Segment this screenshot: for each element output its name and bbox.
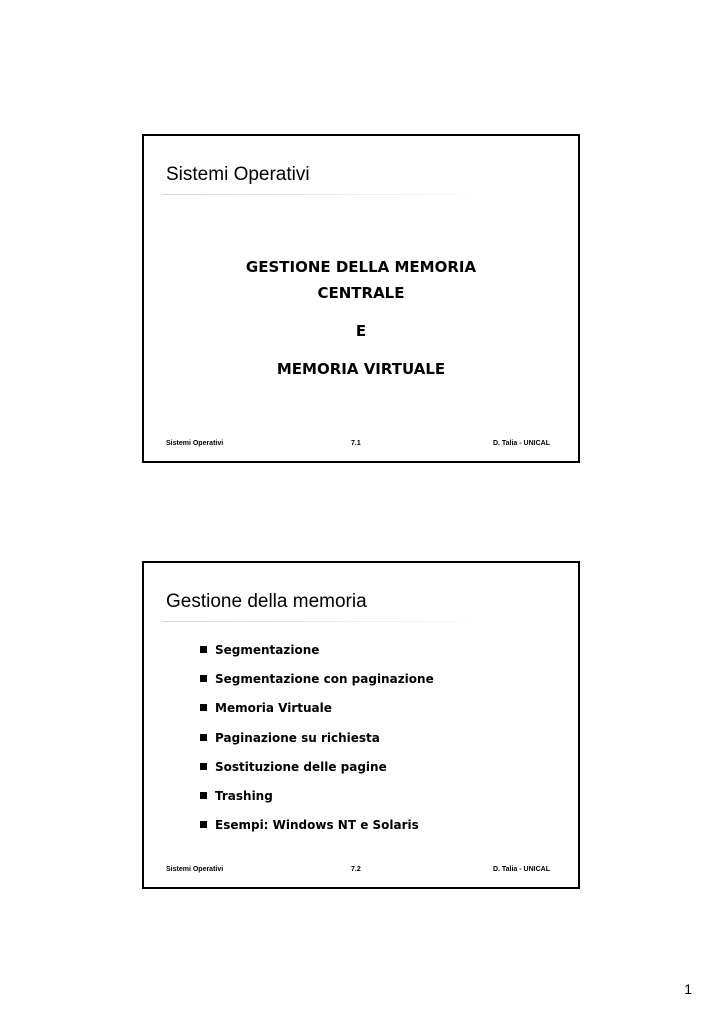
list-item [200, 701, 434, 730]
list-item-text: Sostituzione delle pagine [215, 759, 387, 774]
title-divider [162, 194, 502, 195]
square-bullet-icon [200, 821, 207, 828]
center-line-1: GESTIONE DELLA MEMORIA [245, 258, 477, 276]
list-item [200, 818, 434, 847]
list-item [200, 731, 434, 760]
list-item-text: Esempi: Windows NT e Solaris [215, 818, 419, 833]
list-item-text: Trashing [215, 788, 273, 803]
list-item [200, 789, 434, 818]
list-item-text: Memoria Virtuale [215, 701, 332, 716]
footer-course: Sistemi Operativi [166, 866, 224, 873]
slide-2 [142, 561, 580, 889]
center-line-3: E [355, 322, 367, 340]
page-number: 1 [684, 981, 692, 997]
title-divider [162, 621, 502, 622]
center-line-4: MEMORIA VIRTUALE [276, 360, 446, 378]
list-item-text: Segmentazione con paginazione [215, 672, 434, 687]
list-item [200, 760, 434, 789]
footer-slide-number: 7.2 [351, 866, 361, 873]
square-bullet-icon [200, 646, 207, 653]
list-item [200, 672, 434, 701]
square-bullet-icon [200, 792, 207, 799]
square-bullet-icon [200, 675, 207, 682]
square-bullet-icon [200, 734, 207, 741]
slide-center-text [144, 254, 578, 382]
slide-title: Sistemi Operativi [166, 164, 310, 185]
slide-1 [142, 134, 580, 463]
list-item-text: Paginazione su richiesta [215, 730, 380, 745]
square-bullet-icon [200, 763, 207, 770]
footer-author: D. Talia - UNICAL [492, 866, 550, 873]
list-item-text: Segmentazione [215, 643, 320, 657]
footer-course: Sistemi Operativi [166, 440, 224, 447]
slide-title: Gestione della memoria [166, 591, 367, 612]
center-line-2: CENTRALE [317, 284, 405, 302]
list-item [200, 643, 434, 672]
footer-slide-number: 7.1 [351, 440, 361, 447]
bullet-list [200, 643, 434, 847]
square-bullet-icon [200, 704, 207, 711]
footer-author: D. Talia - UNICAL [492, 440, 550, 447]
